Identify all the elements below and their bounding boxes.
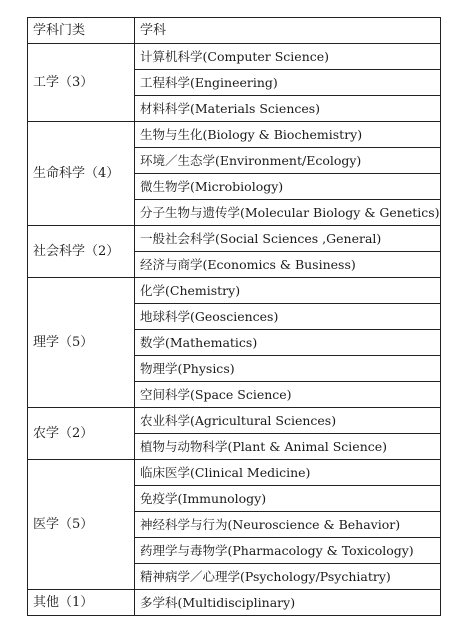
subject-cell: 药理学与毒物学(Pharmacology & Toxicology)	[135, 538, 441, 564]
table-header	[28, 18, 441, 44]
table-row	[28, 226, 441, 252]
subject-cell: 临床医学(Clinical Medicine)	[135, 460, 441, 486]
subject-cell: 物理学(Physics)	[135, 356, 441, 382]
category-cell: 理学（5）	[28, 278, 135, 408]
subject-cell: 植物与动物科学(Plant & Animal Science)	[135, 434, 441, 460]
table-row	[28, 408, 441, 434]
table-row	[28, 460, 441, 486]
table-row	[28, 278, 441, 304]
subject-cell: 材料科学(Materials Sciences)	[135, 96, 441, 122]
subject-cell: 免疫学(Immunology)	[135, 486, 441, 512]
table-row	[28, 590, 441, 616]
table-body	[28, 44, 441, 616]
subject-cell: 计算机科学(Computer Science)	[135, 44, 441, 70]
category-cell: 其他（1）	[28, 590, 135, 616]
subject-cell: 微生物学(Microbiology)	[135, 174, 441, 200]
category-cell: 医学（5）	[28, 460, 135, 590]
subject-cell: 工程科学(Engineering)	[135, 70, 441, 96]
subject-cell: 分子生物与遗传学(Molecular Biology & Genetics)	[135, 200, 441, 226]
subject-cell: 生物与生化(Biology & Biochemistry)	[135, 122, 441, 148]
category-cell: 社会科学（2）	[28, 226, 135, 278]
subject-cell: 数学(Mathematics)	[135, 330, 441, 356]
category-cell: 生命科学（4）	[28, 122, 135, 226]
header-subject: 学科	[135, 18, 441, 44]
subject-cell: 精神病学／心理学(Psychology/Psychiatry)	[135, 564, 441, 590]
table-row	[28, 44, 441, 70]
table-row	[28, 122, 441, 148]
subject-cell: 神经科学与行为(Neuroscience & Behavior)	[135, 512, 441, 538]
category-cell: 农学（2）	[28, 408, 135, 460]
subject-cell: 地球科学(Geosciences)	[135, 304, 441, 330]
header-category: 学科门类	[28, 18, 135, 44]
subject-cell: 空间科学(Space Science)	[135, 382, 441, 408]
subject-cell: 多学科(Multidisciplinary)	[135, 590, 441, 616]
subject-cell: 一般社会科学(Social Sciences ,General)	[135, 226, 441, 252]
subject-cell: 环境／生态学(Environment/Ecology)	[135, 148, 441, 174]
subject-cell: 农业科学(Agricultural Sciences)	[135, 408, 441, 434]
discipline-table	[27, 17, 441, 616]
subject-cell: 经济与商学(Economics & Business)	[135, 252, 441, 278]
header-row	[28, 18, 441, 44]
category-cell: 工学（3）	[28, 44, 135, 122]
subject-cell: 化学(Chemistry)	[135, 278, 441, 304]
